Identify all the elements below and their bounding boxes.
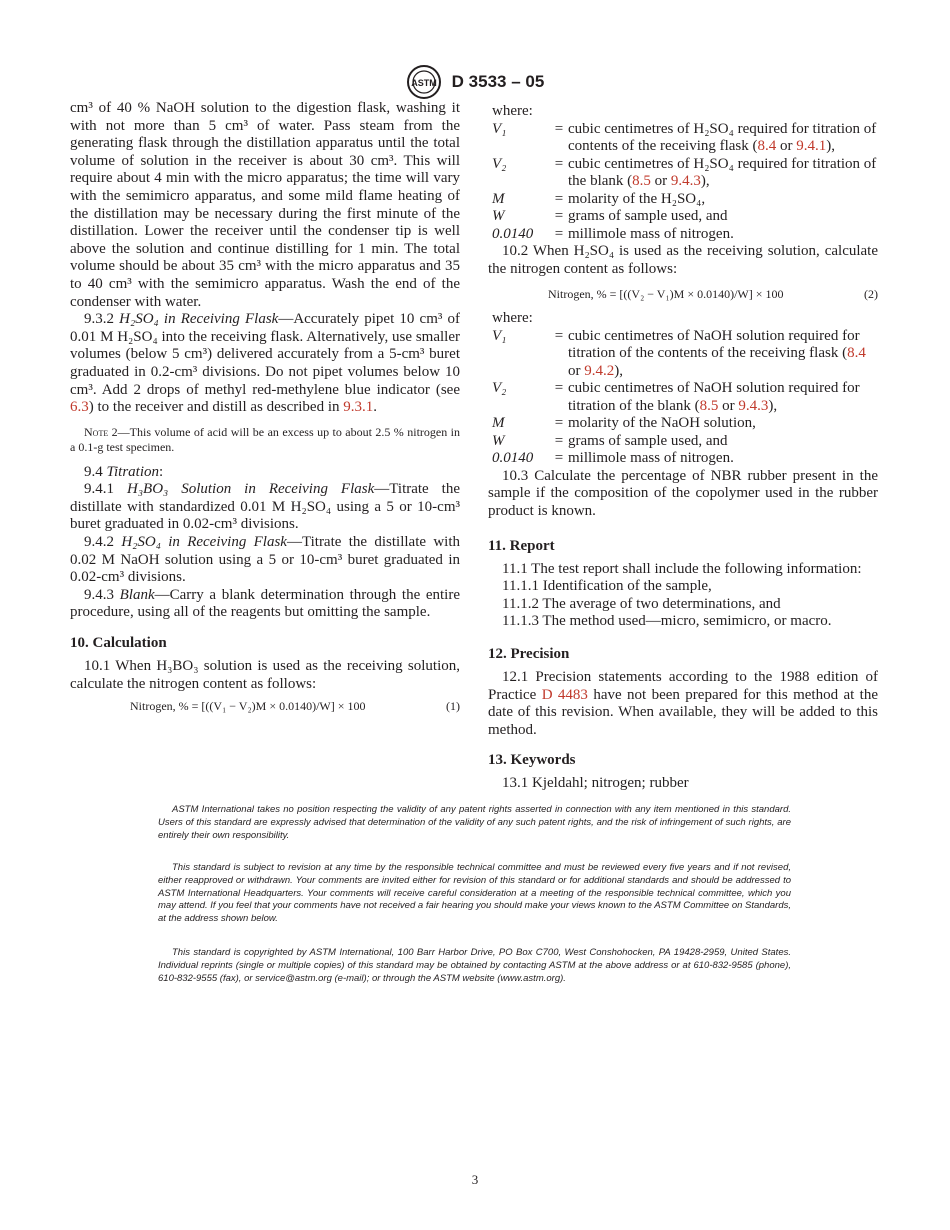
definition-symbol: W bbox=[492, 208, 505, 225]
definition-row bbox=[488, 450, 878, 468]
definition-symbol: M bbox=[492, 415, 505, 432]
definition-equals: = bbox=[554, 208, 564, 225]
definition-equals: = bbox=[554, 120, 564, 137]
section-11-1: 11.1 The test report shall include the following information: bbox=[502, 560, 862, 577]
section-9-3-2: 9.3.2 H₂SO₄ in Receiving Flask—Accurately pipet 10 cm³ of 0.01 M H₂SO₄ into the receiving flask. Alternatively, use smaller volumes (below 5 cm³) delivered accurately from a 5-cm³ buret graduated in 0.2-cm³ divisions. Do not pipet volumes below 10 cm³. Add 2 drops of methyl red-methylene blue indicator (see 6.3) to the receiver and distill as described in 9.3.1. bbox=[70, 311, 461, 416]
cross-reference-link[interactable]: 8.4 bbox=[757, 138, 777, 155]
footer-patent-notice: ASTM International takes no position respecting the validity of any patent rights asserted in connection with any item mentioned in this standard. Users of this standard are expressly advised that determination of the validity of any such patent rights, and the risk of infringement of such rights, are entirely their own responsibility. bbox=[158, 804, 791, 841]
cross-reference-link[interactable]: 9.4.3 bbox=[738, 397, 769, 414]
definition-equals: = bbox=[554, 432, 564, 449]
heading-calculation: 10. Calculation bbox=[70, 635, 167, 652]
definition-text: millimole mass of nitrogen. bbox=[568, 225, 734, 242]
definition-equals: = bbox=[554, 450, 564, 467]
definition-row bbox=[488, 208, 878, 226]
astm-logo-icon bbox=[406, 64, 442, 100]
where-label-1: where: bbox=[492, 103, 533, 119]
section-13-1: 13.1 Kjeldahl; nitrogen; rubber bbox=[502, 775, 689, 792]
definition-row bbox=[488, 415, 878, 433]
cross-reference-link[interactable]: 8.5 bbox=[699, 397, 719, 414]
definition-row bbox=[488, 191, 878, 209]
definition-symbol: 0.0140 bbox=[492, 450, 534, 467]
definition-equals: = bbox=[554, 190, 564, 207]
definition-equals: = bbox=[554, 327, 564, 344]
equation-2-formula: Nitrogen, % = [((V₂ − V₁)M × 0.0140)/W] × 100 bbox=[548, 287, 784, 302]
left-column bbox=[70, 100, 460, 719]
definition-text: millimole mass of nitrogen. bbox=[568, 450, 734, 467]
definition-row bbox=[488, 226, 878, 244]
designation: D 3533 – 05 bbox=[451, 72, 545, 91]
right-column bbox=[488, 103, 878, 793]
definition-equals: = bbox=[554, 225, 564, 242]
section-10-3: 10.3 Calculate the percentage of NBR rubber present in the sample if the composition of the copolymer used in the rubber product is known. bbox=[488, 467, 878, 520]
definition-equals: = bbox=[554, 415, 564, 432]
cross-reference-link[interactable]: 9.4.3 bbox=[670, 173, 701, 190]
equation-2-number: (2) bbox=[864, 287, 878, 302]
definition-text: grams of sample used, and bbox=[568, 208, 728, 225]
where-label-2: where: bbox=[492, 310, 533, 327]
cross-reference-link[interactable]: 9.4.2 bbox=[584, 362, 615, 379]
definitions-1 bbox=[488, 121, 878, 244]
section-10-1: 10.1 When H₃BO₃ solution is used as the receiving solution, calculate the nitrogen content as follows: bbox=[70, 658, 460, 692]
definition-text: molarity of the H₂SO₄, bbox=[568, 190, 706, 207]
equation-1 bbox=[70, 698, 460, 714]
section-9-4-3: 9.4.3 Blank—Carry a blank determination through the entire procedure, using all of the reagents but omitting the sample. bbox=[70, 586, 461, 621]
cross-reference-link[interactable]: 8.4 bbox=[847, 345, 866, 362]
section-11-1-3: 11.1.3 The method used—micro, semimicro, or macro. bbox=[502, 613, 832, 630]
definition-symbol: W bbox=[492, 432, 505, 449]
definition-text: cubic centimetres of H₂SO₄ required for titration of contents of the receiving flask (8.4 or 9.4.1), bbox=[568, 120, 877, 155]
equation-1-number: (1) bbox=[446, 699, 460, 714]
section-9-4: 9.4 Titration: bbox=[84, 463, 164, 480]
section-9-4-1: 9.4.1 H₃BO₃ Solution in Receiving Flask—Titrate the distillate with standardized 0.01 M H₂SO₄ using a 5 or 10-cm³ buret graduated in 0.02-cm³ divisions. bbox=[70, 481, 461, 533]
definition-text: molarity of the NaOH solution, bbox=[568, 415, 756, 432]
section-10-2: 10.2 When H₂SO₄ is used as the receiving solution, calculate the nitrogen content as follows: bbox=[488, 243, 878, 277]
definition-row bbox=[488, 433, 878, 451]
definition-text: cubic centimetres of NaOH solution required for titration of the contents of the receiving flask (8.4 or 9.4.2), bbox=[568, 327, 866, 379]
definition-symbol: V₂ bbox=[492, 155, 507, 172]
section-9-4-2: 9.4.2 H₂SO₄ in Receiving Flask—Titrate the distillate with 0.02 M NaOH solution using a 5 or 10-cm³ buret graduated in 0.02-cm³ divisions. bbox=[70, 534, 460, 586]
definition-symbol: 0.0140 bbox=[492, 225, 534, 242]
footer-copyright-notice: This standard is copyrighted by ASTM International, 100 Barr Harbor Drive, PO Box C700, West Conshohocken, PA 19428-2959, United States. Individual reprints (single or multiple copies) of this standard may be obtained by contacting ASTM at the above address or at 610-832-9585 (phone), 610-832-9555 (fax), or service@astm.org (e-mail); or through the ASTM website (www.astm.org). bbox=[158, 947, 791, 984]
definition-text: cubic centimetres of NaOH solution required for titration of the blank (8.5 or 9.4.3), bbox=[568, 380, 860, 414]
heading-keywords: 13. Keywords bbox=[488, 752, 576, 769]
definition-symbol: M bbox=[492, 190, 505, 207]
section-11-1-1: 11.1.1 Identification of the sample, bbox=[502, 578, 712, 595]
cross-reference-link[interactable]: 8.5 bbox=[632, 173, 651, 190]
ref-9-3-1[interactable]: 9.3.1 bbox=[343, 399, 374, 416]
heading-precision: 12. Precision bbox=[488, 646, 570, 663]
para-931-continued: cm³ of 40 % NaOH solution to the digestion flask, washing it with not more than 5 cm³ of water. Pass steam from the generating flask through the distillation apparatus until the total volume of solution in the receiver is about 30 cm³. This will require about 4 min with the micro apparatus; the time will vary with the semimicro apparatus, and some mild flame heating of the distillation may be necessary during the first minute of the distillation. Lower the receiver until the condenser tip is well above the solution and continue distilling for 1 min. The total volume should be about 35 cm³ with the micro apparatus and 35 to 40 cm³ with the semimicro apparatus. Wash the end of the condenser with water. bbox=[70, 100, 460, 310]
definition-text: grams of sample used, and bbox=[568, 432, 728, 449]
definition-row bbox=[488, 156, 878, 191]
definition-row bbox=[488, 380, 878, 415]
cross-reference-link[interactable]: 9.4.1 bbox=[796, 138, 827, 155]
definition-symbol: V₁ bbox=[492, 120, 507, 137]
definitions-2 bbox=[488, 328, 878, 468]
definition-equals: = bbox=[554, 155, 564, 172]
definition-text: cubic centimetres of H₂SO₄ required for titration of the blank (8.5 or 9.4.3), bbox=[568, 155, 877, 190]
ref-6-3[interactable]: 6.3 bbox=[70, 399, 89, 416]
equation-2 bbox=[488, 286, 878, 302]
definition-symbol: V₁ bbox=[492, 327, 507, 344]
definition-equals: = bbox=[554, 380, 564, 397]
definition-symbol: V₂ bbox=[492, 380, 507, 397]
section-12-1: 12.1 Precision statements according to the 1988 edition of Practice D 4483 have not been prepared for this method at the date of this revision. When available, they will be added to this method. bbox=[488, 669, 878, 738]
logo-text: ASTM bbox=[410, 78, 437, 88]
equation-1-formula: Nitrogen, % = [((V₁ − V₂)M × 0.0140)/W] × 100 bbox=[130, 699, 366, 714]
heading-report: 11. Report bbox=[488, 537, 555, 554]
definition-row bbox=[488, 328, 878, 381]
note-2: Note 2—This volume of acid will be an excess up to about 2.5 % nitrogen in a 0.1-g test specimen. bbox=[70, 424, 461, 454]
footer-revision-notice: This standard is subject to revision at any time by the responsible technical committee and must be reviewed every five years and if not revised, either reapproved or withdrawn. Your comments are invited either for revision of this standard or for additional standards and should be addressed to ASTM International Headquarters. Your comments will receive careful consideration at a meeting of the responsible technical committee, which you may attend. If you feel that your comments have not received a fair hearing you should make your views known to the ASTM Committee on Standards, at the address shown below. bbox=[158, 862, 791, 925]
page-header bbox=[0, 64, 950, 100]
section-11-1-2: 11.1.2 The average of two determinations, and bbox=[502, 595, 781, 612]
ref-d4483[interactable]: D 4483 bbox=[541, 686, 588, 703]
page-number: 3 bbox=[471, 1172, 479, 1187]
definition-row bbox=[488, 121, 878, 156]
